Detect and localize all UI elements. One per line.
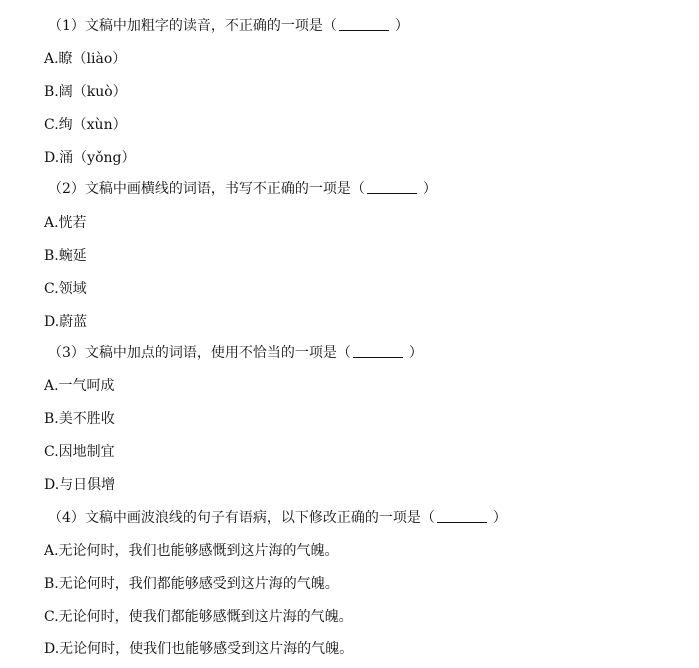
question-4-text: （4）文稿中画波浪线的句子有语病，以下修改正确的一项是（ bbox=[48, 510, 435, 526]
question-2-option-d: D.蔚蓝 bbox=[44, 314, 88, 330]
answer-blank-2 bbox=[367, 179, 417, 194]
answer-blank-3 bbox=[353, 343, 403, 358]
question-1-stem bbox=[48, 10, 409, 42]
question-1-option-c: C.绚（xùn） bbox=[44, 117, 127, 133]
question-4-option-b: B.无论何时，我们都能够感受到这片海的气魄。 bbox=[44, 576, 339, 592]
question-4-option-d: D.无论何时，使我们也能够感受到这片海的气魄。 bbox=[44, 641, 354, 657]
question-3-stem bbox=[48, 337, 423, 369]
question-4-stem bbox=[48, 502, 507, 534]
question-1-option-a: A.瞭（liào） bbox=[44, 51, 127, 67]
question-2-option-b: B.蜿延 bbox=[44, 248, 87, 264]
question-4-close: ） bbox=[492, 510, 507, 526]
question-4-option-c: C.无论何时，使我们都能够感慨到这片海的气魄。 bbox=[44, 609, 353, 625]
answer-blank-4 bbox=[437, 508, 487, 523]
question-2-option-c: C.领域 bbox=[44, 281, 87, 297]
question-2-option-a: A.恍若 bbox=[44, 215, 87, 231]
question-3-text: （3）文稿中加点的词语，使用不恰当的一项是（ bbox=[48, 345, 351, 361]
question-1-text: （1）文稿中加粗字的读音，不正确的一项是（ bbox=[48, 18, 337, 34]
question-3-option-c: C.因地制宜 bbox=[44, 444, 115, 460]
question-3-option-d: D.与日俱增 bbox=[44, 477, 116, 493]
question-2-close: ） bbox=[422, 181, 437, 197]
question-3-option-b: B.美不胜收 bbox=[44, 411, 115, 427]
question-1-option-d: D.涌（yǒng） bbox=[44, 150, 136, 166]
question-4-option-a: A.无论何时，我们也能够感慨到这片海的气魄。 bbox=[44, 543, 339, 559]
answer-blank-1 bbox=[339, 16, 389, 31]
question-3-option-a: A.一气呵成 bbox=[44, 378, 115, 394]
question-2-text: （2）文稿中画横线的词语，书写不正确的一项是（ bbox=[48, 181, 365, 197]
question-3-close: ） bbox=[408, 345, 423, 361]
question-2-stem bbox=[48, 173, 437, 205]
question-1-option-b: B.阔（kuò） bbox=[44, 84, 127, 100]
question-1-close: ） bbox=[394, 18, 409, 34]
